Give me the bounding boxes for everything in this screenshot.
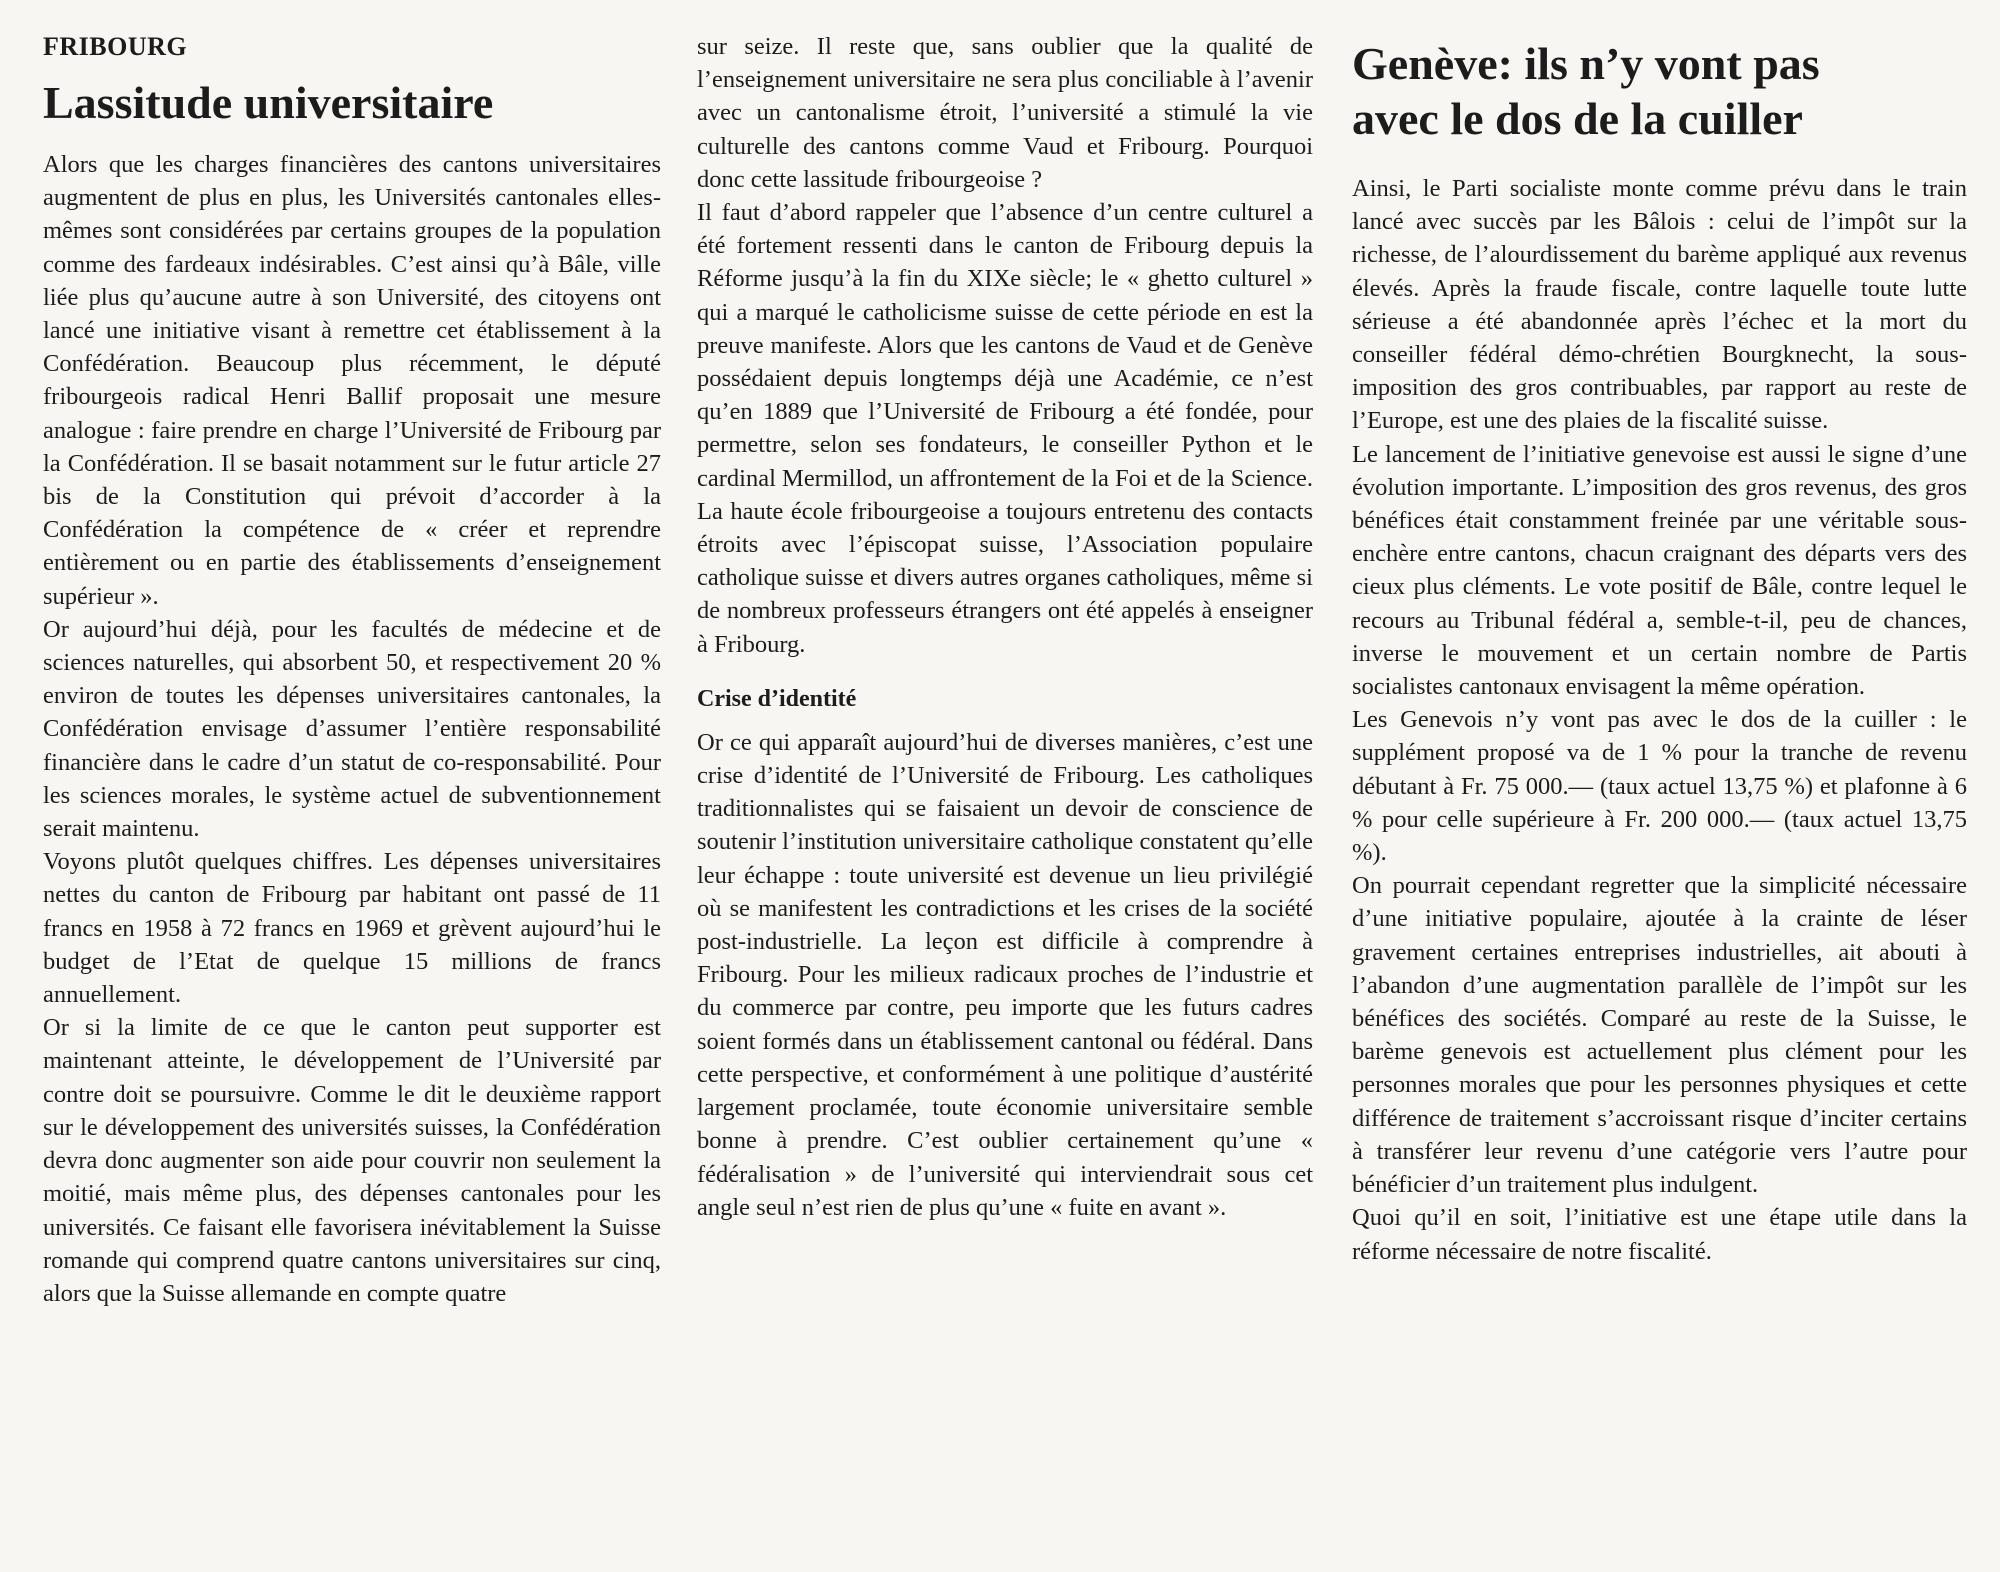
article-paragraph: Alors que les charges financières des cantons universitaires augmentent de plus en plus, les Universités cantonales elles-mêmes sont considérées par certains groupes de la population comme des fardeaux indésirables. C’est ainsi qu’à Bâle, ville liée plus qu’aucune autre à son Université, des citoyens ont lancé une initiative visant à remettre cet établissement à la Confédération. Beaucoup plus récemment, le député fribourgeois radical Henri Ballif proposait une mesure analogue : faire prendre en charge l’Université de Fribourg par la Confédération. Il se basait notamment sur le futur article 27 bis de la Constitution qui prévoit d’accorder à la Confédération la compétence de « créer et reprendre entièrement ou en partie des établissements d’enseignement supérieur ». — [43, 151, 661, 610]
article-headline: Lassitude universitaire — [43, 77, 494, 128]
article-subheading: Crise d’identité — [697, 685, 857, 712]
headline-line: Genève: ils n’y vont pas — [1352, 38, 1820, 89]
article-paragraph: Il faut d’abord rappeler que l’absence d’un centre culturel a été fortement ressenti dans le canton de Fribourg depuis la Réforme jusqu’à la fin du XIXe siècle; le « ghetto culturel » qui a marqué le catholicisme suisse de cette période en est la preuve manifeste. Alors que les cantons de Vaud et de Genève possédaient depuis longtemps déjà une Académie, ce n’est qu’en 1889 que l’Université de Fribourg a été fondée, pour permettre, selon ses fondateurs, le conseiller Python et le cardinal Mermillod, un affrontement de la Foi et de la Science. La haute école fribourgeoise a toujours entretenu des contacts étroits avec l’épiscopat suisse, l’Association populaire catholique suisse et divers autres organes catholiques, même si de nombreux professeurs étrangers ont été appelés à enseigner à Fribourg. — [697, 199, 1313, 658]
article-paragraph: Les Genevois n’y vont pas avec le dos de la cuiller : le supplément proposé va de 1 % pour la tranche de revenu débutant à Fr. 75 000.— (taux actuel 13,75 %) et plafonne à 6 % pour celle supérieure à Fr. 200 000.— (taux actuel 13,75 %). — [1352, 706, 1967, 867]
headline-line: avec le dos de la cuiller — [1352, 93, 1803, 144]
article-paragraph: Ainsi, le Parti socialiste monte comme prévu dans le train lancé avec succès par les Bâlois : celui de l’impôt sur la richesse, de l’alourdissement du barème appliqué aux revenus élevés. Après la fraude fiscale, contre laquelle toute lutte sérieuse a été abandonnée après l’échec et la mort du conseiller fédéral démo-chrétien Bourgknecht, la sous-imposition des gros contribuables, par rapport au reste de l’Europe, est une des plaies de la fiscalité suisse. — [1352, 175, 1967, 435]
article-paragraph: Or si la limite de ce que le canton peut supporter est maintenant atteinte, le développement de l’Université par contre doit se poursuivre. Comme le dit le deuxième rapport sur le développement des universités suisses, la Confédération devra donc augmenter son aide pour couvrir non seulement la moitié, mais même plus, des dépenses cantonales pour les universités. Ce faisant elle favorisera inévitablement la Suisse romande qui comprend quatre cantons universitaires sur cinq, alors que la Suisse allemande en compte quatre — [43, 1014, 661, 1307]
article-paragraph: Or aujourd’hui déjà, pour les facultés de médecine et de sciences naturelles, qui absorbent 50, et respectivement 20 % environ de toutes les dépenses universitaires cantonales, la Confédération envisage d’assumer l’entière responsabilité financière dans le cadre d’un statut de co-responsabilité. Pour les sciences morales, le système actuel de subventionnement serait maintenu. — [43, 615, 661, 843]
article-paragraph: On pourrait cependant regretter que la simplicité nécessaire d’une initiative populaire, ajoutée à la crainte de léser gravement certaines entreprises industrielles, ait abouti à l’abandon d’une augmentation parallèle de l’impôt sur les bénéfices des sociétés. Comparé au reste de la Suisse, le barème genevois est actuellement plus clément pour les personnes morales que pour les personnes physiques et cette différence de traitement s’accroissant risque d’inciter certains à transférer leur revenu d’une catégorie vers l’autre pour bénéficier d’un traitement plus indulgent. — [1352, 872, 1967, 1199]
column-2 — [697, 30, 1313, 1224]
article-paragraph: sur seize. Il reste que, sans oublier que la qualité de l’enseignement universitaire ne sera plus conciliable à l’avenir avec un cantonalisme étroit, l’université a stimulé la vie culturelle des cantons comme Vaud et Fribourg. Pourquoi donc cette lassitude fribourgeoise ? — [697, 33, 1313, 193]
article-paragraph: Le lancement de l’initiative genevoise est aussi le signe d’une évolution importante. L’imposition des gros revenus, des gros bénéfices était constamment freinée par une véritable sous-enchère entre cantons, chacun craignant des départs vers des cieux plus cléments. Le vote positif de Bâle, contre lequel le recours au Tribunal fédéral a, semble-t-il, peu de chances, inverse le mouvement et un certain nombre de Partis socialistes cantonaux envisagent la même opération. — [1352, 440, 1967, 701]
article-paragraph: Quoi qu’il en soit, l’initiative est une étape utile dans la réforme nécessaire de notre fiscalité. — [1352, 1204, 1967, 1265]
article-headline — [1352, 36, 1967, 146]
column-3 — [1352, 30, 1967, 1268]
article-kicker: FRIBOURG — [43, 32, 188, 61]
column-1 — [43, 30, 661, 1310]
article-paragraph: Voyons plutôt quelques chiffres. Les dépenses universitaires nettes du canton de Fribourg par habitant ont passé de 11 francs en 1958 à 72 francs en 1969 et grèvent aujourd’hui le budget de l’Etat de quelque 15 millions de francs annuellement. — [43, 848, 661, 1009]
article-paragraph: Or ce qui apparaît aujourd’hui de diverses manières, c’est une crise d’identité de l’Université de Fribourg. Les catholiques traditionnalistes qui se faisaient un devoir de conscience de soutenir l’institution universitaire catholique constatent qu’elle leur échappe : toute université est devenue un lieu privilégié où se manifestent les contradictions et les crises de la société post-industrielle. La leçon est difficile à comprendre à Fribourg. Pour les milieux radicaux proches de l’industrie et du commerce par contre, peu importe que les futurs cadres soient formés dans un établissement cantonal ou fédéral. Dans cette perspective, et conformément à une politique d’austérité largement proclamée, toute économie universitaire semble bonne à prendre. C’est oublier certainement qu’une « fédéralisation » de l’université qui interviendrait sous cet angle seul n’est rien de plus qu’une « fuite en avant ». — [697, 728, 1313, 1221]
